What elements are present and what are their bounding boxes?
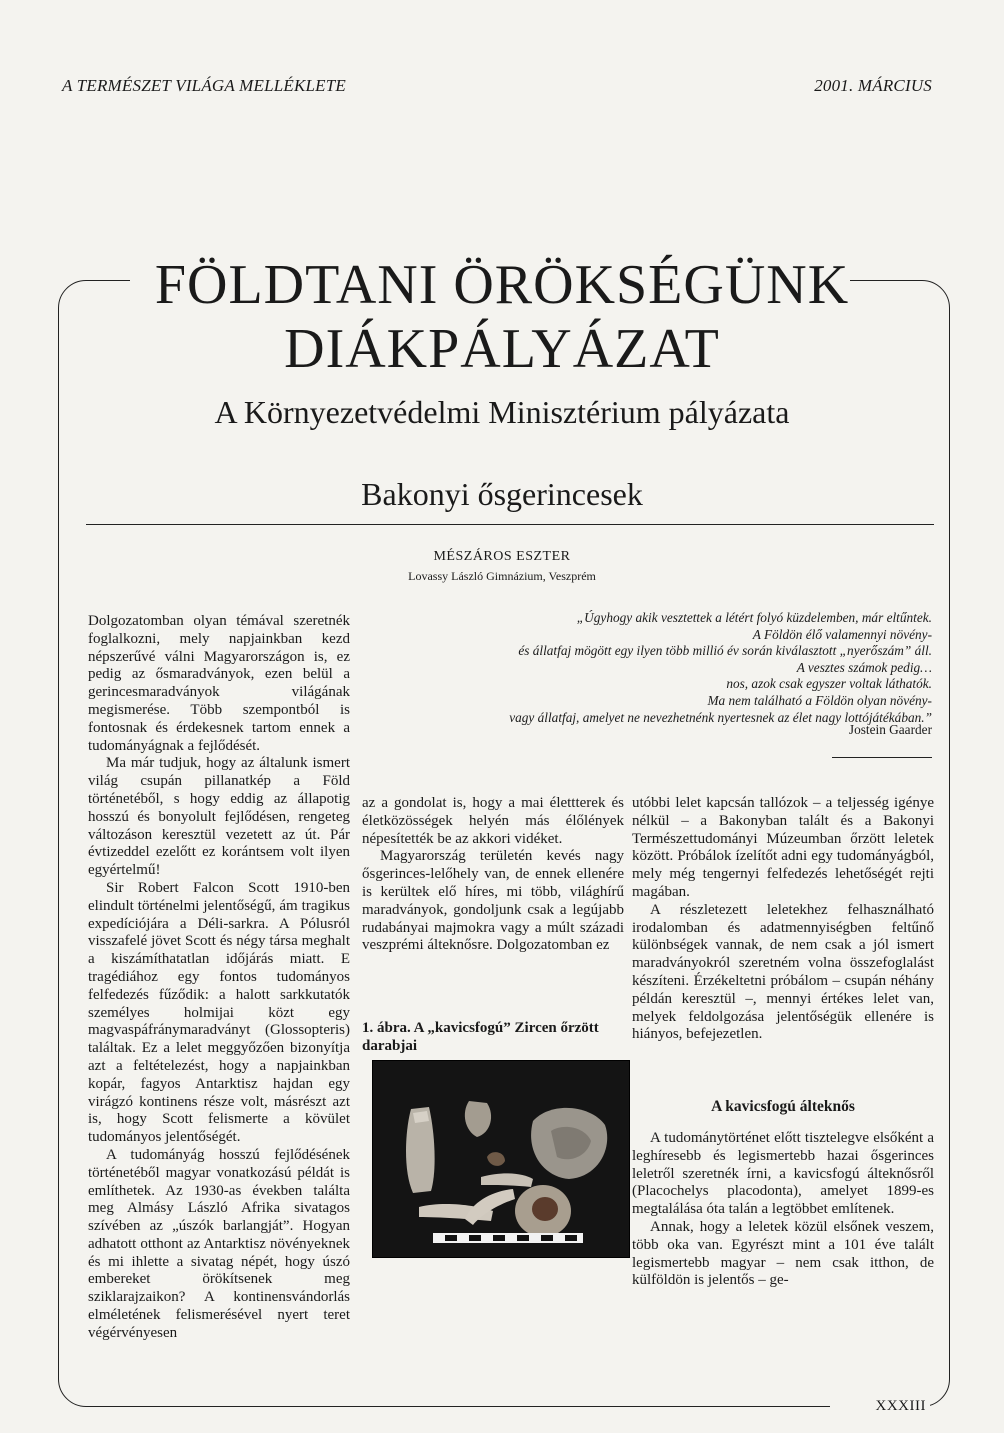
article-title: Bakonyi ősgerincesek [361,476,643,512]
epigraph-line: vagy állatfaj, amelyet ne nevezhetnénk nyertesnek az élet nagy lottójátékában.” [509,709,932,725]
paragraph: az a gondolat is, hogy a mai élettterek és életközösségek helyén más élőlények népesítették be az akkori vidéket. [362,795,624,847]
epigraph-author: Jostein Gaarder [848,722,932,737]
section-body [632,1130,934,1290]
section-heading: A kavicsfogú álteknős [711,1098,855,1115]
fossil-photo-image [373,1061,629,1257]
paragraph: Ma már tudjuk, hogy az általunk ismert világ csupán pillanatkép a Föld történetéből, s hogy eddig az állapotig hosszú és bonyolult fejlődésen, rengeteg változáson keresztül vezetett az út. Pár évtizeddel ezelőtt ez korántsem volt ilyen egyértelmű! [88,755,350,879]
paragraph: Annak, hogy a leletek közül elsőnek veszem, több oka van. Egyrészt mint a 101 éve talált legismertebb magyar – nem csak itthon, de külföldön is jelentős – ge- [632,1218,934,1289]
epigraph [412,610,932,726]
author-affiliation: Lovassy László Gimnázium, Veszprém [408,569,596,583]
main-title-line1: FÖLDTANI ÖRÖKSÉGÜNK [154,254,850,316]
body-column-1 [88,613,350,1343]
paragraph: Sir Robert Falcon Scott 1910-ben elindult történelmi jelentőségű, ám tragikus expedíciójára a Déli-sarkra. A Pólusról visszafelé jövet Scott és négy társa meghalt a kiszámíthatatlan időjárás miatt. E tragédiához egy fontos tudományos felfedezés fűződik: a halott sarkkutatók személyes holmijai közt egy magvaspáfránymaradványt (Glossopteris) találtak. Ez a lelet meggyőzően bizonyítja azt a feltételezést, hogy a napjainkban kopár, fagyos Antarktisz hajdan egy virágzó kontinens része volt, másrészt azt is, hogy Scott felismerte a kövület tudományos jelentőségét. [88,879,350,1146]
paragraph: A részletezett leletekhez felhasználható irodalomban és adatmennyiségben feltűnő különbségek vannak, de nem csak a jól ismert maradványokról szeretném volna összefoglalást készíteni. Érzékeltetni próbálom – csupán néhány példán keresztül –, mennyi értékes lelet van, melyek feldolgozása jelentőségük ellenére is hiányos, befejezetlen. [632,901,934,1043]
paragraph: utóbbi lelet kapcsán tallózok – a teljesség igénye nélkül – a Bakonyban talált és a Bakonyi Természettudományi Múzeumban őrzött leletek között. Próbálok ízelítőt adni egy tudományágból, mely még tengernyi felfedezés lehetőségét rejti magában. [632,795,934,900]
header-publication: A TERMÉSZET VILÁGA MELLÉKLETE [62,76,346,95]
fossil-photo [372,1060,630,1258]
figure-caption: 1. ábra. A „kavicsfogú” Zircen őrzött darabjai [362,1020,599,1054]
header-date: 2001. MÁRCIUS [814,76,932,95]
paragraph: A tudománytörténet előtt tisztelegve elsőként a leghíresebb és legismertebb hazai ősgerinces leletről szeretnék írni, a kavicsfogú álteknősről (Placochelys placodonta), amelyet 1899-es megtalálása óta talán a legtöbbet említenek. [632,1130,934,1218]
epigraph-line: és állatfaj mögött egy ilyen több millió év során kiválasztott „nyerőszám” áll. [518,643,932,659]
author-name: MÉSZÁROS ESZTER [433,549,571,564]
paragraph: Dolgozatomban olyan témával szeretnék foglalkozni, mely napjainkban kezd népszerűvé válni Magyarországon is, ez pedig az ősmaradványok, ezen belül a gerincesmaradványok világának megismerése. Több szempontból is fontosnak és érdekesnek tartom ennek a tudományágnak a fejlődését. [88,613,350,754]
paragraph: Magyarország területén kevés nagy ősgerinces-lelőhely van, de ennek ellenére is kerültek elő híres, mi több, világhírű maradványok, gondoljunk csak a legújabb rudabányai majmokra vagy a múlt századi veszprémi álteknősre. Dolgozatomban ez [362,848,624,954]
paragraph: A tudományág hosszú fejlődésének történetéből magyar vonatkozású példát is említhetek. Az 1930-as években találta meg Almásy László Afrika sivatagos szívében az „úszók barlangját”. Hogyan adhatott otthont az Antarktisz növényeknek és mi ihlette a sivatag népét, hogy úszó embereket örökítsenek meg sziklarajzaikon? A kontinensvándorlás elméletének felismerésével nyert teret végérvényesen [88,1146,350,1341]
body-column-2 [362,795,624,955]
epigraph-line: „Úgyhogy akik vesztettek a létért folyó küzdelemben, már eltűntek. [576,610,932,625]
main-title-line2: DIÁKPÁLYÁZAT [284,318,720,380]
epigraph-line: Ma nem található a Földön olyan növény- [707,692,932,708]
epigraph-line: nos, azok csak egyszer voltak láthatók. [726,676,932,692]
epigraph-line: A Földön élő valamennyi növény- [752,626,932,642]
epigraph-line: A vesztes számok pedig… [796,659,932,675]
body-column-3 [632,795,934,1044]
subtitle: A Környezetvédelmi Minisztérium pályázata [214,394,790,430]
title-divider [86,524,934,525]
epigraph-rule [832,757,932,758]
page-number: XXXIII [875,1398,926,1414]
